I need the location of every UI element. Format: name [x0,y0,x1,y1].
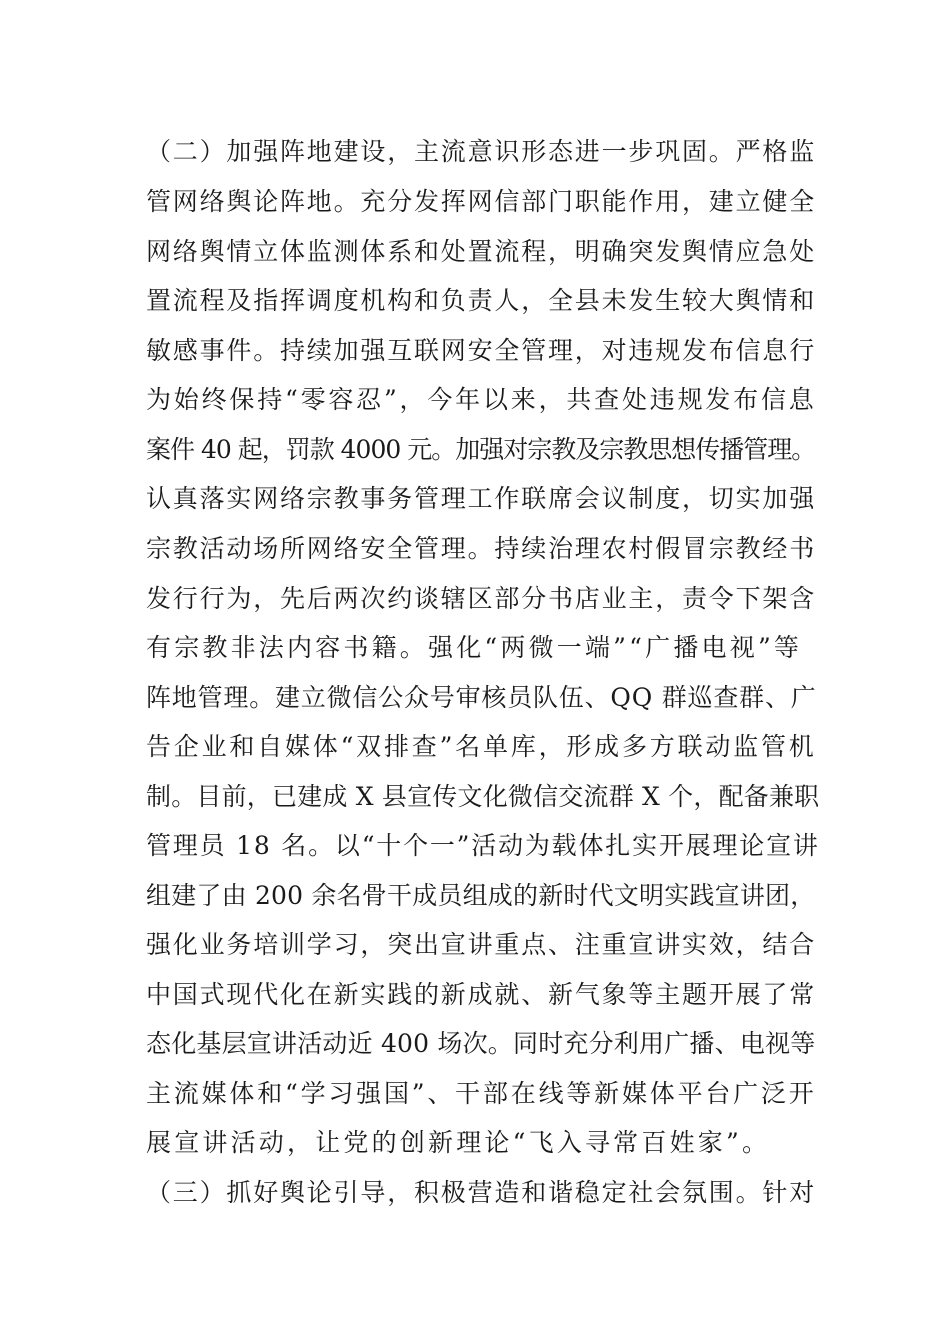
text-line-18: 中国式现代化在新实践的新成就、新气象等主题开展了常 [146,980,817,1009]
text-line-14: 制。目前，已建成 X 县宣传文化微信交流群 X 个，配备兼职 [146,782,820,811]
text-line-7: 案件 40 起，罚款 4000 元。加强对宗教及宗教思想传播管理。 [146,435,816,464]
text-line-20: 主流媒体和“学习强国”、干部在线等新媒体平台广泛开 [146,1079,817,1108]
text-line-11: 有宗教非法内容书籍。强化“两微一端”“广播电视”等 [146,633,803,662]
text-line-19: 态化基层宣讲活动近 400 场次。同时充分利用广播、电视等 [146,1029,816,1058]
text-line-4: 置流程及指挥调度机构和负责人，全县未发生较大舆情和 [146,286,817,315]
text-line-3: 网络舆情立体监测体系和处置流程，明确突发舆情应急处 [146,237,817,266]
text-line-9: 宗教活动场所网络安全管理。持续治理农村假冒宗教经书 [146,534,817,563]
text-line-6: 为始终保持“零容忍”，今年以来，共查处违规发布信息 [146,385,817,414]
text-line-13: 告企业和自媒体“双排查”名单库，形成多方联动监管机 [146,732,817,761]
text-line-15: 管理员 18 名。以“十个一”活动为载体扎实开展理论宣讲 [146,831,820,860]
text-line-21: 展宣讲活动，让党的创新理论“飞入寻常百姓家”。 [146,1128,771,1157]
text-line-8: 认真落实网络宗教事务管理工作联席会议制度，切实加强 [146,484,817,513]
text-line-17: 强化业务培训学习，突出宣讲重点、注重宣讲实效，结合 [146,930,817,959]
text-line-2: 管网络舆论阵地。充分发挥网信部门职能作用，建立健全 [146,187,817,216]
text-line-12: 阵地管理。建立微信公众号审核员队伍、QQ 群巡查群、广 [146,683,817,712]
text-line-1: （二）加强阵地建设，主流意识形态进一步巩固。严格监 [146,137,817,166]
text-line-10: 发行行为，先后两次约谈辖区部分书店业主，责令下架含 [146,584,817,613]
text-line-5: 敏感事件。持续加强互联网安全管理，对违规发布信息行 [146,336,817,365]
text-line-22: （三）抓好舆论引导，积极营造和谐稳定社会氛围。针对 [146,1178,817,1207]
text-line-16: 组建了由 200 余名骨干成员组成的新时代文明实践宣讲团， [146,881,816,910]
